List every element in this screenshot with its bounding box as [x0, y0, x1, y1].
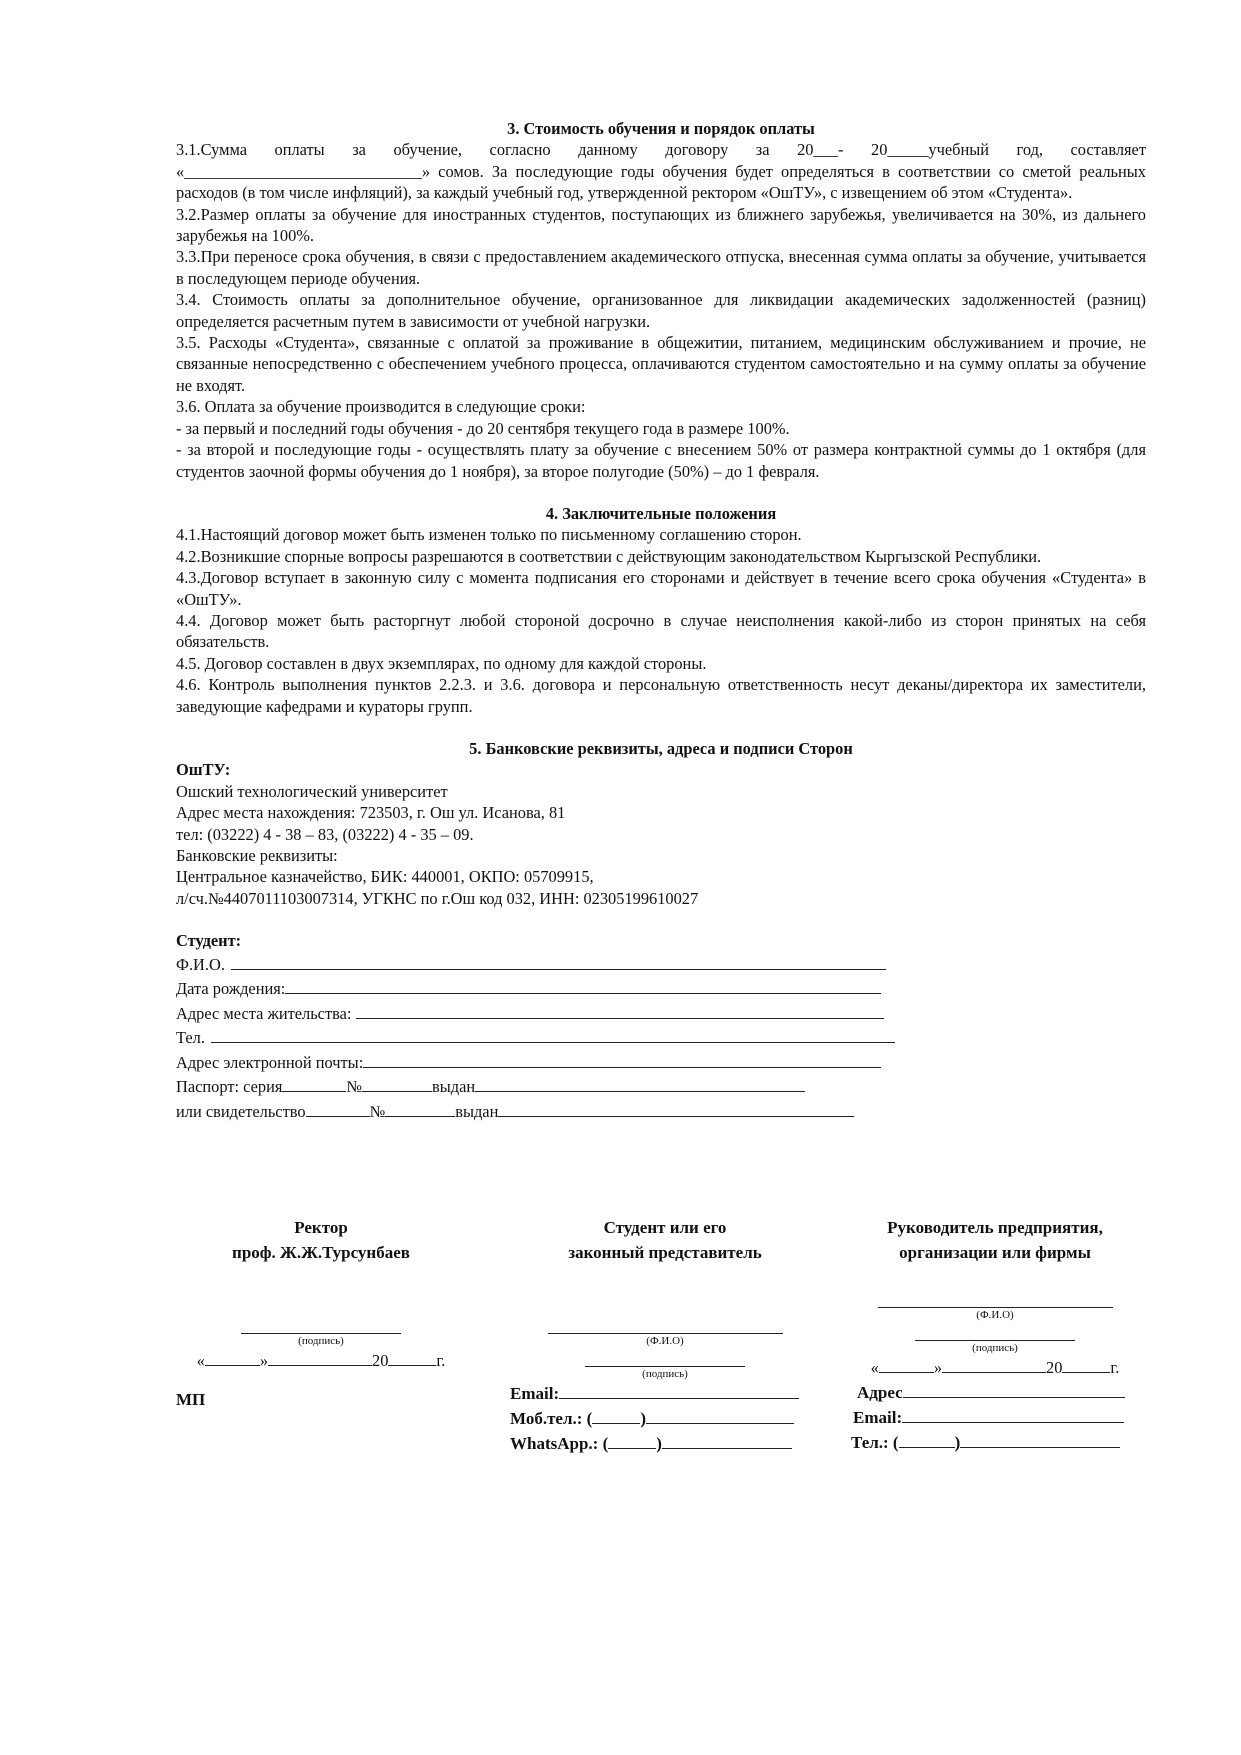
student-whatsapp-label: WhatsApp.: (	[510, 1434, 609, 1453]
date-year-suffix: г.	[1110, 1358, 1120, 1377]
student-birth-field[interactable]	[285, 976, 881, 994]
paren-close: )	[640, 1409, 646, 1428]
student-birth-label: Дата рождения:	[176, 979, 286, 999]
date-open-quote: «	[196, 1351, 205, 1370]
rector-name: проф. Ж.Ж.Турсунбаев	[232, 1243, 410, 1262]
employer-date-row	[845, 1355, 1145, 1380]
certificate-label: или свидетельство	[176, 1101, 306, 1121]
employer-address-field[interactable]	[903, 1380, 1125, 1398]
certificate-issued-label: выдан	[455, 1101, 499, 1121]
rector-title: Ректор	[294, 1218, 348, 1237]
clause-4-4: 4.4. Договор может быть расторгнут любой стороной досрочно в случае неисполнения какой-либо из сторон принятых на себя обязательств.	[176, 610, 1146, 652]
student-address-field[interactable]	[356, 1001, 884, 1019]
student-sig-title-1: Студент или его	[603, 1218, 727, 1237]
passport-number-field[interactable]	[362, 1074, 432, 1092]
rector-date-year-field[interactable]	[388, 1348, 436, 1366]
student-mobile-code-field[interactable]	[592, 1406, 640, 1424]
student-fio-label: Ф.И.О.	[176, 954, 225, 974]
employer-date-month-field[interactable]	[942, 1355, 1046, 1373]
employer-phone-label: Тел.: (	[851, 1433, 899, 1452]
student-certificate-row	[176, 1099, 1146, 1124]
student-email-sig-label: Email:	[510, 1384, 560, 1403]
rector-date-row	[176, 1348, 466, 1373]
university-address: Адрес места нахождения: 723503, г. Ош ул. Исанова, 81	[176, 803, 566, 823]
employer-signature-block	[845, 1215, 1145, 1455]
student-email-row	[510, 1381, 820, 1406]
employer-phone-code-field[interactable]	[899, 1430, 955, 1448]
student-phone-field[interactable]	[211, 1025, 895, 1043]
date-year-prefix: 20	[372, 1351, 389, 1370]
employer-address-label: Адрес	[857, 1383, 903, 1402]
document-page	[176, 118, 1146, 1123]
clause-4-5: 4.5. Договор составлен в двух экземплярах, по одному для каждой стороны.	[176, 653, 707, 673]
university-name: Ошский технологический университет	[176, 781, 448, 801]
stamp-label: МП	[176, 1390, 206, 1409]
date-year-prefix: 20	[1046, 1358, 1063, 1377]
student-fio-sign-field[interactable]	[548, 1315, 783, 1334]
employer-fio-caption: (Ф.И.О)	[976, 1309, 1014, 1321]
paren-close: )	[656, 1434, 662, 1453]
student-fio-field[interactable]	[231, 952, 886, 970]
date-close-quote: »	[259, 1351, 269, 1370]
student-phone-label: Тел.	[176, 1028, 205, 1048]
student-whatsapp-number-field[interactable]	[662, 1431, 792, 1449]
date-close-quote: »	[933, 1358, 943, 1377]
student-email-row	[176, 1050, 1146, 1075]
clause-4-3: 4.3.Договор вступает в законную силу с момента подписания его сторонами и действует в течение всего срока обучения «Студента» в «ОшТУ».	[176, 568, 1146, 609]
passport-issued-label: выдан	[432, 1077, 476, 1097]
passport-issued-field[interactable]	[475, 1074, 805, 1092]
clause-3-4: 3.4. Стоимость оплаты за дополнительное обучение, организованное для ликвидации академических задолженностей (разниц) определяется расчетным путем в зависимости от учебной нагрузки.	[176, 290, 1146, 331]
employer-fio-field[interactable]	[878, 1289, 1113, 1308]
clause-4-1: 4.1.Настоящий договор может быть изменен только по письменному соглашению сторон.	[176, 525, 802, 545]
rector-signature-field[interactable]	[241, 1315, 401, 1334]
student-mobile-row	[510, 1406, 820, 1431]
student-fio-row	[176, 952, 1146, 977]
passport-series-label: Паспорт: серия	[176, 1077, 283, 1097]
employer-date-year-field[interactable]	[1062, 1355, 1110, 1373]
clause-3-5: 3.5. Расходы «Студента», связанные с оплатой за проживание в общежитии, питанием, медицинским обслуживанием и прочие, не связанные непосредственно с обеспечением учебного процесса, оплачиваются студентом самостоятельно и на сумму оплаты за обучение не входят.	[176, 333, 1146, 395]
university-phone: тел: (03222) 4 - 38 – 83, (03222) 4 - 35 – 09.	[176, 824, 474, 844]
student-signature-block	[510, 1215, 820, 1456]
clause-3-1: 3.1.Сумма оплаты за обучение, согласно данному договору за 20___- 20_____учебный год, составляет «_____________________________» сомов. За последующие годы обучения будет определяться в соответствии со сметой реальных расходов (в том числе инфляций), за каждый учебный год, утвержденной ректором «ОшТУ», с извещением об этом «Студента».	[176, 140, 1146, 203]
employer-signature-field[interactable]	[915, 1322, 1075, 1341]
student-birth-row	[176, 976, 1146, 1001]
bank-details-line-2: л/сч.№4407011103007314, УГКНС по г.Ош код 032, ИНН: 02305199610027	[176, 888, 699, 908]
passport-number-label: №	[346, 1077, 363, 1097]
employer-email-field[interactable]	[902, 1405, 1124, 1423]
certificate-number-label: №	[369, 1101, 386, 1121]
employer-sig-title-2: организации или фирмы	[899, 1243, 1091, 1262]
certificate-issued-field[interactable]	[498, 1099, 854, 1117]
student-fio-caption: (Ф.И.О)	[646, 1335, 684, 1347]
clause-3-6-b: - за второй и последующие годы - осуществлять плату за обучение с внесением 50% от размера контрактной суммы до 1 октября (для студентов заочной формы обучения до 1 ноября), за второе полугодие (50%) – до 1 февраля.	[176, 440, 1146, 481]
employer-phone-row	[845, 1430, 1145, 1455]
student-signature-caption: (подпись)	[642, 1368, 688, 1380]
date-open-quote: «	[870, 1358, 879, 1377]
rector-signature-block	[176, 1215, 466, 1412]
university-label: ОшТУ:	[176, 760, 231, 780]
section-4-title: 4. Заключительные положения	[545, 503, 777, 523]
bank-details-line-1: Центральное казначейство, БИК: 440001, ОКПО: 05709915,	[176, 867, 594, 887]
student-email-field[interactable]	[363, 1050, 881, 1068]
student-signature-field[interactable]	[585, 1348, 745, 1367]
student-whatsapp-row	[510, 1431, 820, 1456]
clause-4-6: 4.6. Контроль выполнения пунктов 2.2.3. и 3.6. договора и персональную ответственность несут деканы/директора их заместители, заведующие кафедрами и кураторы групп.	[176, 675, 1146, 716]
rector-date-month-field[interactable]	[268, 1348, 372, 1366]
student-address-row	[176, 1001, 1146, 1026]
passport-series-field[interactable]	[282, 1074, 346, 1092]
rector-date-day-field[interactable]	[205, 1348, 260, 1366]
certificate-number-field[interactable]	[385, 1099, 455, 1117]
employer-email-row	[845, 1405, 1145, 1430]
student-address-label: Адрес места жительства:	[176, 1003, 352, 1023]
student-phone-row	[176, 1025, 1146, 1050]
clause-3-6-a: - за первый и последний годы обучения - до 20 сентября текущего года в размере 100%.	[176, 418, 790, 438]
employer-address-row	[845, 1380, 1145, 1405]
student-whatsapp-code-field[interactable]	[608, 1431, 656, 1449]
paren-close: )	[954, 1433, 961, 1452]
employer-phone-number-field[interactable]	[960, 1430, 1120, 1448]
employer-signature-caption: (подпись)	[972, 1342, 1018, 1354]
student-sig-title-2: законный представитель	[568, 1243, 762, 1262]
student-mobile-number-field[interactable]	[646, 1406, 794, 1424]
student-email-sig-field[interactable]	[559, 1381, 799, 1399]
employer-email-label: Email:	[853, 1408, 903, 1427]
clause-3-2: 3.2.Размер оплаты за обучение для иностранных студентов, поступающих из ближнего зарубежья, увеличивается на 30%, из дальнего зарубежья на 100%.	[176, 204, 1146, 246]
student-email-label: Адрес электронной почты:	[176, 1052, 364, 1072]
clause-3-3: 3.3.При переносе срока обучения, в связи с предоставлением академического отпуска, внесенная сумма оплаты за обучение, учитывается в последующем периоде обучения.	[176, 247, 1146, 288]
student-passport-row	[176, 1074, 1146, 1099]
clause-4-2: 4.2.Возникшие спорные вопросы разрешаются в соответствии с действующим законодательством Кыргызской Республики.	[176, 546, 1042, 566]
bank-details-label: Банковские реквизиты:	[176, 846, 338, 865]
date-year-suffix: г.	[436, 1351, 446, 1370]
clause-3-6: 3.6. Оплата за обучение производится в следующие сроки:	[176, 397, 586, 417]
rector-signature-caption: (подпись)	[298, 1335, 344, 1347]
student-mobile-label: Моб.тел.: (	[510, 1409, 593, 1428]
certificate-series-field[interactable]	[306, 1099, 370, 1117]
section-5-title: 5. Банковские реквизиты, адреса и подписи Сторон	[469, 738, 853, 758]
employer-date-day-field[interactable]	[879, 1355, 934, 1373]
employer-sig-title-1: Руководитель предприятия,	[887, 1218, 1103, 1237]
student-label: Студент:	[176, 931, 242, 951]
section-3-title: 3. Стоимость обучения и порядок оплаты	[507, 119, 815, 138]
